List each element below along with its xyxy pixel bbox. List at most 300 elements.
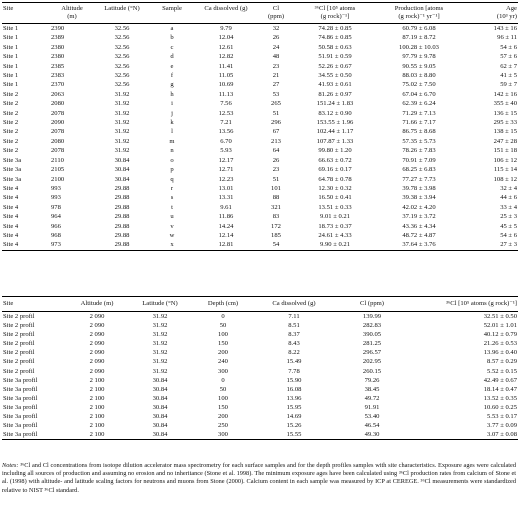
table-cell: 41 ± 5 xyxy=(500,72,517,80)
table-cell: 83.12 ± 0.90 xyxy=(318,109,352,117)
table-cell: 138 ± 15 xyxy=(493,128,517,136)
table-cell: 30.84 xyxy=(114,166,130,174)
surface-col-header: Sample xyxy=(150,3,194,24)
table-cell: Site 3a xyxy=(3,166,22,174)
table-cell: d xyxy=(170,53,174,61)
table-row xyxy=(2,165,518,174)
table-cell: 2 100 xyxy=(89,385,105,393)
table-cell: 18.14 ± 0.47 xyxy=(483,385,517,393)
table-row xyxy=(2,118,518,127)
table-row xyxy=(2,156,518,165)
table-cell: 5.52 ± 0.15 xyxy=(487,367,517,375)
table-row xyxy=(2,175,518,184)
table-cell: Site 4 xyxy=(3,194,19,202)
table-row xyxy=(2,222,518,231)
table-cell: 260.15 xyxy=(362,367,382,375)
table-cell: 29.88 xyxy=(114,213,130,221)
table-cell: 26 xyxy=(272,156,280,164)
table-cell: 7.11 xyxy=(288,313,300,320)
table-cell: 14.69 xyxy=(286,413,302,421)
table-cell: 12.23 xyxy=(218,175,234,183)
table-cell: 66.63 ± 0.72 xyxy=(318,156,352,164)
table-cell: 2 100 xyxy=(89,394,105,402)
table-cell: 8.43 xyxy=(288,340,300,348)
table-cell: 200 xyxy=(218,413,228,421)
table-cell: 10.69 xyxy=(218,81,234,89)
table-cell: 27 xyxy=(272,81,280,89)
table-cell: 2 090 xyxy=(89,331,105,339)
table-cell: 40.12 ± 0.79 xyxy=(483,331,517,339)
table-cell: 18.73 ± 0.37 xyxy=(318,222,352,230)
table-cell: 143 ± 16 xyxy=(493,25,517,32)
surface-samples-table xyxy=(2,2,518,251)
table-cell: o xyxy=(170,156,174,164)
table-cell: 51.91 ± 0.59 xyxy=(318,53,352,61)
table-cell: 2090 xyxy=(51,119,65,127)
table-cell: 2078 xyxy=(51,147,65,155)
table-cell: 966 xyxy=(51,222,61,230)
table-cell: 3.07 ± 0.08 xyxy=(408,430,518,440)
table-cell: a xyxy=(170,25,174,32)
table-cell: 250 xyxy=(218,422,228,430)
table-cell: 64 xyxy=(272,147,280,155)
table-cell: 8.57 ± 0.29 xyxy=(487,358,517,366)
table-cell: 83 xyxy=(272,213,280,221)
table-cell: 2390 xyxy=(51,25,65,32)
table-cell: 31.92 xyxy=(114,147,130,155)
table-cell: 81.26 ± 0.97 xyxy=(318,90,352,98)
table-cell: 964 xyxy=(51,213,61,221)
profile-table-body xyxy=(2,312,518,440)
table-row xyxy=(2,184,518,193)
table-cell: 3.77 ± 0.09 xyxy=(487,422,517,430)
table-cell: 151 ± 18 xyxy=(493,147,517,155)
table-cell: 2383 xyxy=(51,72,65,80)
table-cell: Site 2 profil xyxy=(3,322,35,330)
table-cell: 142 ± 16 xyxy=(493,90,517,98)
table-cell: 26 xyxy=(272,34,280,42)
table-cell: 42.02 ± 4.20 xyxy=(402,203,436,211)
table-cell: 48.72 ± 4.87 xyxy=(402,231,436,239)
table-cell: 7.56 xyxy=(220,100,232,108)
table-cell: 265 xyxy=(271,100,281,108)
table-cell: 6.70 xyxy=(220,137,232,145)
table-cell: 33 ± 4 xyxy=(500,203,517,211)
table-cell: 295 ± 33 xyxy=(493,119,517,127)
table-cell: t xyxy=(171,203,173,211)
table-cell: r xyxy=(170,184,174,192)
table-row xyxy=(2,52,518,61)
table-cell: Site 2 profil xyxy=(3,340,35,348)
table-cell: 2105 xyxy=(51,166,65,174)
table-cell: 32.56 xyxy=(114,72,130,80)
table-cell: 11.05 xyxy=(218,72,234,80)
table-cell: Site 2 xyxy=(3,109,19,117)
table-cell: 12.14 xyxy=(218,231,234,239)
table-cell: Site 4 xyxy=(3,231,19,239)
table-cell: v xyxy=(170,222,174,230)
table-cell: i xyxy=(171,100,173,108)
table-cell: Site 4 xyxy=(3,213,19,221)
table-row xyxy=(2,90,518,99)
table-cell: 213 xyxy=(271,137,281,145)
table-cell: 29.88 xyxy=(114,194,130,202)
table-row xyxy=(2,367,518,376)
table-cell: 12.82 xyxy=(218,53,234,61)
table-cell: 12.04 xyxy=(218,34,234,42)
table-cell: 31.92 xyxy=(114,119,130,127)
table-cell: 15.49 xyxy=(286,358,302,366)
table-cell: 5.53 ± 0.17 xyxy=(487,413,517,421)
table-cell: 31.92 xyxy=(152,322,168,330)
table-cell: Site 2 profil xyxy=(3,367,35,375)
table-cell: 247 ± 28 xyxy=(493,137,517,145)
table-cell: 31.92 xyxy=(114,137,130,145)
depth-profile-table xyxy=(2,296,518,440)
table-cell: 32.56 xyxy=(114,62,130,70)
table-row xyxy=(2,330,518,339)
table-cell: 240 xyxy=(218,358,228,366)
table-cell: 23 xyxy=(272,166,280,174)
table-cell: 2063 xyxy=(51,90,65,98)
table-row xyxy=(2,412,518,421)
table-cell: 31.92 xyxy=(152,349,168,357)
table-cell: q xyxy=(170,175,174,183)
table-row xyxy=(2,193,518,202)
table-cell: 281.25 xyxy=(362,340,382,348)
table-cell: 75.02 ± 7.50 xyxy=(402,81,436,89)
table-cell: 300 xyxy=(218,367,228,375)
table-cell: 102.44 ± 1.17 xyxy=(316,128,354,136)
table-cell: 25 ± 3 xyxy=(500,213,517,221)
table-cell: Site 3a profil xyxy=(3,403,38,411)
table-cell: 13.52 ± 0.35 xyxy=(483,394,517,402)
table-cell: 32.56 xyxy=(114,53,130,61)
table-cell: 11.13 xyxy=(218,90,234,98)
table-cell: 77.27 ± 7.73 xyxy=(402,175,436,183)
table-cell: c xyxy=(170,43,174,51)
table-cell: 29.88 xyxy=(114,231,130,239)
table-cell: 16.08 xyxy=(286,385,302,393)
table-cell: 0 xyxy=(221,376,225,384)
table-row xyxy=(2,43,518,52)
table-row xyxy=(2,385,518,394)
table-cell: Site 1 xyxy=(3,53,19,61)
table-cell: 13.51 ± 0.33 xyxy=(318,203,352,211)
table-cell: 97.79 ± 9.78 xyxy=(402,53,436,61)
table-cell: 973 xyxy=(50,240,94,250)
table-row xyxy=(2,146,518,155)
table-cell: 136 ± 15 xyxy=(493,109,517,117)
table-cell: 69.16 ± 0.17 xyxy=(318,166,352,174)
table-cell: 9.01 ± 0.21 xyxy=(320,213,350,221)
table-cell: 13.96 xyxy=(286,394,302,402)
table-cell: 101 xyxy=(271,184,281,192)
table-cell: 71.29 ± 7.13 xyxy=(402,109,436,117)
table-cell: 31.92 xyxy=(152,340,168,348)
table-cell: 32.56 xyxy=(114,81,130,89)
table-cell: Site 1 xyxy=(3,25,19,32)
table-cell: 45 ± 5 xyxy=(500,222,517,230)
table-cell: 107.87 ± 1.33 xyxy=(316,137,354,145)
table-cell: 2100 xyxy=(51,175,65,183)
table-cell: 30.84 xyxy=(152,422,168,430)
table-cell: 32.56 xyxy=(114,25,130,32)
table-cell: e xyxy=(170,62,174,70)
table-cell: 7.78 xyxy=(288,367,300,375)
table-cell: 31.92 xyxy=(152,367,168,375)
table-cell: 9.61 xyxy=(220,203,232,211)
table-cell: Site 2 profil xyxy=(3,349,35,357)
table-cell: 30.84 xyxy=(114,156,130,164)
profile-table-header-row xyxy=(2,297,518,312)
table-cell: Site 3a profil xyxy=(3,413,38,421)
table-cell: Site 2 xyxy=(3,128,19,136)
table-cell: 53.40 xyxy=(364,413,380,421)
table-cell: 2 090 xyxy=(89,340,105,348)
table-cell: j xyxy=(171,109,173,117)
table-cell: 31.92 xyxy=(152,331,168,339)
table-cell: 57 ± 6 xyxy=(500,53,517,61)
table-cell: 30.84 xyxy=(152,403,168,411)
table-cell: 2 090 xyxy=(89,367,105,375)
table-cell: 53 xyxy=(272,90,280,98)
table-cell: 8.51 xyxy=(288,322,300,330)
table-cell: n xyxy=(170,147,174,155)
table-cell: 24 xyxy=(272,43,280,51)
table-cell: 59 ± 7 xyxy=(500,81,517,89)
table-cell: Site 2 profil xyxy=(3,313,35,320)
surface-col-header: ³⁶Cl [10⁵ atoms (g rock)⁻¹] xyxy=(294,3,376,24)
table-cell: 2380 xyxy=(51,43,65,51)
table-row xyxy=(2,231,518,240)
table-cell: 32 ± 4 xyxy=(500,184,517,192)
table-cell: 49.72 xyxy=(364,394,380,402)
table-cell: 52.26 ± 0.67 xyxy=(318,62,352,70)
table-cell: Site 3a xyxy=(3,175,22,183)
table-row xyxy=(2,394,518,403)
table-cell: 2 100 xyxy=(68,430,126,440)
table-row xyxy=(2,357,518,366)
table-cell: 13.96 ± 0.40 xyxy=(483,349,517,357)
table-cell: 21.26 ± 0.53 xyxy=(483,340,517,348)
table-cell: 27 ± 3 xyxy=(462,240,518,250)
table-cell: Site 1 xyxy=(3,72,19,80)
profile-col-header: ³⁶Cl [10⁵ atoms (g rock)⁻¹] xyxy=(408,297,518,312)
table-row xyxy=(2,321,518,330)
table-cell: 100 xyxy=(218,331,228,339)
table-cell: 2 100 xyxy=(89,376,105,384)
table-cell: 2 090 xyxy=(89,349,105,357)
table-cell: 10.60 ± 0.25 xyxy=(483,403,517,411)
table-cell: Site 1 xyxy=(3,43,19,51)
table-cell: 31.92 xyxy=(114,109,130,117)
table-cell: 993 xyxy=(51,194,61,202)
table-cell: 14.24 xyxy=(218,222,234,230)
table-cell: 12.53 xyxy=(218,109,234,117)
table-cell: 31.92 xyxy=(114,90,130,98)
table-cell: h xyxy=(170,90,174,98)
table-cell: 31.92 xyxy=(152,313,168,320)
table-cell: 29.88 xyxy=(114,184,130,192)
table-cell: 62 ± 7 xyxy=(500,62,517,70)
table-cell: 88.03 ± 8.80 xyxy=(402,72,436,80)
table-cell: 8.22 xyxy=(288,349,300,357)
table-cell: 2380 xyxy=(51,53,65,61)
table-cell: 29.88 xyxy=(114,222,130,230)
table-cell: 30.84 xyxy=(126,430,194,440)
table-cell: 0 xyxy=(221,313,225,320)
notes-lead: Notes: xyxy=(2,462,19,469)
table-cell: 2080 xyxy=(51,100,65,108)
table-cell: 115 ± 14 xyxy=(493,166,517,174)
table-cell: 7.21 xyxy=(220,119,232,127)
table-cell: 100 xyxy=(218,394,228,402)
surface-col-header: Production [atoms (g rock)⁻¹ yr⁻¹] xyxy=(376,3,462,24)
table-cell: 88 xyxy=(272,194,280,202)
table-cell: Site 2 profil xyxy=(3,358,35,366)
table-cell: 21 xyxy=(272,72,280,80)
table-row xyxy=(2,99,518,108)
table-cell: 321 xyxy=(271,203,281,211)
table-row xyxy=(2,24,518,34)
table-cell: 71.66 ± 7.17 xyxy=(402,119,436,127)
table-cell: 29.88 xyxy=(114,203,130,211)
table-cell: 16.50 ± 0.41 xyxy=(318,194,352,202)
table-cell: 31.92 xyxy=(114,128,130,136)
table-row xyxy=(2,62,518,71)
surface-col-header: Age (10³ yr) xyxy=(462,3,518,24)
table-cell: 13.56 xyxy=(218,128,234,136)
table-cell: 50 xyxy=(219,385,227,393)
table-cell: 67 xyxy=(272,128,280,136)
table-cell: 172 xyxy=(271,222,281,230)
table-cell: Site 3a xyxy=(3,156,22,164)
surface-col-header: Latitude (°N) xyxy=(94,3,150,24)
table-cell: 9.90 ± 0.21 xyxy=(294,240,376,250)
table-cell: 11.86 xyxy=(218,213,234,221)
table-cell: Site 3a profil xyxy=(3,385,38,393)
table-row xyxy=(2,339,518,348)
table-cell: 60.79 ± 6.08 xyxy=(402,25,436,32)
table-cell: 106 ± 12 xyxy=(493,156,517,164)
table-cell: Site 1 xyxy=(3,34,19,42)
table-cell: g xyxy=(170,81,174,89)
table-cell: 62.39 ± 6.24 xyxy=(402,100,436,108)
table-cell: 151.24 ± 1.83 xyxy=(316,100,354,108)
table-cell: 108 ± 12 xyxy=(493,175,517,183)
table-cell: f xyxy=(170,72,174,80)
table-cell: 54 ± 6 xyxy=(500,43,517,51)
table-cell: 13.31 xyxy=(218,194,234,202)
table-cell: 300 xyxy=(194,430,252,440)
table-cell: 57.35 ± 5.73 xyxy=(402,137,436,145)
table-cell: 2 100 xyxy=(89,403,105,411)
table-cell: Site 3a profil xyxy=(3,394,38,402)
table-cell: x xyxy=(150,240,194,250)
table-cell: l xyxy=(171,128,173,136)
table-cell: 54 ± 6 xyxy=(500,231,517,239)
table-cell: 86.75 ± 8.68 xyxy=(402,128,436,136)
table-cell: 23 xyxy=(272,62,280,70)
profile-col-header: Ca dissolved (g) xyxy=(252,297,336,312)
table-cell: Site 4 xyxy=(3,184,19,192)
surface-table-body xyxy=(2,24,518,251)
table-cell: 30.84 xyxy=(152,385,168,393)
table-cell: 993 xyxy=(51,184,61,192)
table-row xyxy=(2,137,518,146)
table-cell: Site 2 xyxy=(3,119,19,127)
table-cell: 52.01 ± 1.01 xyxy=(483,322,517,330)
table-cell: 2 100 xyxy=(89,422,105,430)
table-cell: 2385 xyxy=(51,62,65,70)
table-cell: 390.05 xyxy=(362,331,382,339)
surface-col-header: Site xyxy=(2,3,50,24)
table-cell: 79.26 xyxy=(364,376,380,384)
table-cell: Site 3a profil xyxy=(3,422,38,430)
table-cell: 30.84 xyxy=(152,394,168,402)
notes-text: ³⁶Cl and Cl concentrations from isotope dilution accelerator mass spectrometry for each surface samples and for the depth profiles samples with site characteristics. Exposure ages were calculated including all sources of production and assuming no erosion and no inheritance (Stone et al. 1998). The minimum exposure ages have been calculated using ³⁶Cl production rates from calcium of Stone et al. (1998) with altitude- and latitude scaling factors for neutrons and muons from Stone (2000). Calcium content in each sample was measured by ICP at CEREGE. ³⁶Cl measurements were standardized relative to NIST ³⁶Cl standard. xyxy=(2,462,516,494)
table-cell: 15.90 xyxy=(286,376,302,384)
table-cell: 74.28 ± 0.85 xyxy=(318,25,352,32)
table-row xyxy=(2,80,518,89)
table-cell: 2078 xyxy=(51,128,65,136)
table-cell: 42.49 ± 0.67 xyxy=(483,376,517,384)
table-cell: 41.93 ± 0.61 xyxy=(318,81,352,89)
surface-col-header: Ca dissolved (g) xyxy=(194,3,258,24)
table-cell: 150 xyxy=(218,340,228,348)
table-cell: 48 xyxy=(272,53,280,61)
table-cell: 99.80 ± 1.20 xyxy=(318,147,352,155)
table-cell: 54 xyxy=(258,240,294,250)
table-cell: 12.17 xyxy=(218,156,234,164)
table-cell: Site 4 xyxy=(3,222,19,230)
table-cell: 2080 xyxy=(51,137,65,145)
table-cell: 12.61 xyxy=(218,43,234,51)
table-cell: Site 1 xyxy=(3,81,19,89)
table-cell: 185 xyxy=(271,231,281,239)
profile-col-header: Altitude (m) xyxy=(68,297,126,312)
table-cell: 153.55 ± 1.96 xyxy=(316,119,354,127)
table-cell: Site 2 xyxy=(3,147,19,155)
table-cell: 74.86 ± 0.85 xyxy=(318,34,352,42)
table-cell: 150 xyxy=(218,403,228,411)
table-cell: 90.55 ± 9.05 xyxy=(402,62,436,70)
table-cell: Site 4 xyxy=(3,203,19,211)
table-cell: Site 3a profil xyxy=(3,376,38,384)
table-cell: 50 xyxy=(219,322,227,330)
table-cell: 11.41 xyxy=(218,62,234,70)
table-row xyxy=(2,240,518,250)
table-cell: 2 100 xyxy=(89,413,105,421)
table-cell: 968 xyxy=(51,231,61,239)
table-cell: 30.84 xyxy=(152,376,168,384)
table-cell: 39.78 ± 3.98 xyxy=(402,184,436,192)
table-cell: 31.92 xyxy=(152,358,168,366)
table-row xyxy=(2,421,518,430)
table-cell: 34.55 ± 0.50 xyxy=(318,72,352,80)
table-cell: s xyxy=(170,194,174,202)
table-cell: u xyxy=(170,213,174,221)
table-row xyxy=(2,127,518,136)
table-cell: 15.55 xyxy=(252,430,336,440)
table-cell: 2 090 xyxy=(89,358,105,366)
table-cell: 49.30 xyxy=(336,430,408,440)
table-row xyxy=(2,109,518,118)
table-row xyxy=(2,312,518,322)
table-cell: p xyxy=(170,166,174,174)
table-cell: 87.19 ± 8.72 xyxy=(402,34,436,42)
